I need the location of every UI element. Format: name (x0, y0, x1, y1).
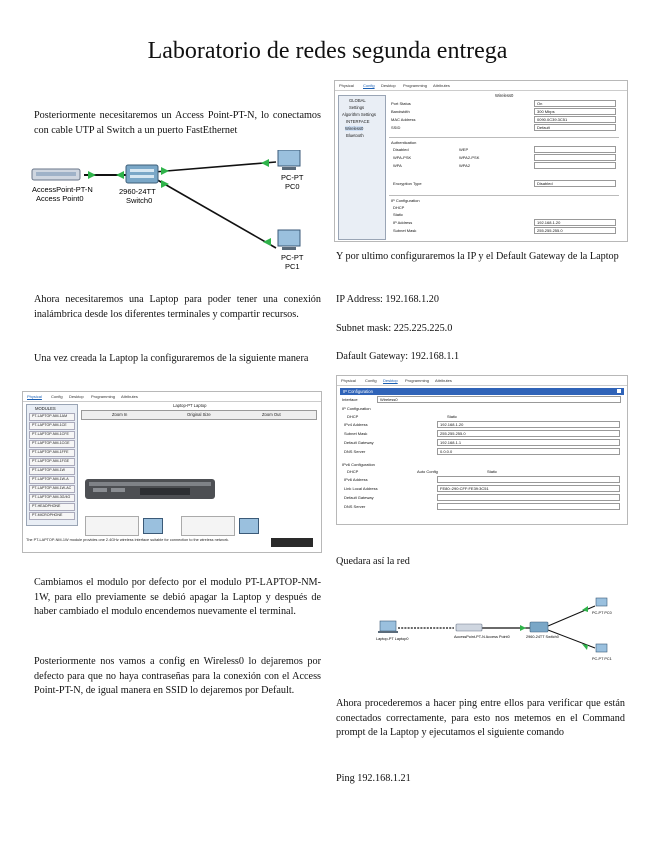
tab-programming[interactable]: Programming (403, 83, 428, 88)
ip-row-label: Default Gateway (344, 440, 374, 445)
tab-bar (23, 392, 321, 402)
wireless-row-label: Port Status (391, 101, 411, 106)
side-interface: INTERFACE (346, 119, 370, 124)
module-item[interactable]: PT-LAPTOP-NM-1CFE (29, 431, 75, 439)
ip-section (389, 195, 619, 240)
module-item[interactable]: PT-LAPTOP-NM-3G/4G (29, 494, 75, 502)
tab-config[interactable]: Config (365, 378, 377, 383)
cable-switch-pc1 (548, 630, 595, 648)
module-item[interactable]: PT-LAPTOP-NM-1CGE (29, 440, 75, 448)
switch-icon (530, 622, 548, 632)
device-header: Laptop-PT Laptop (173, 403, 207, 408)
ip-row-field[interactable] (437, 476, 620, 483)
subnet-field[interactable]: 255.255.255.0 (534, 227, 616, 234)
ip-configuration-screenshot (336, 375, 628, 525)
pc1-label-1: PC-PT (281, 253, 304, 262)
module-item[interactable]: PT-MICROPHONE (29, 512, 75, 520)
paragraph-config-laptop: Una vez creada la Laptop la configuraremos de la siguiente manera (34, 353, 309, 364)
switch-label: 2960-24TT Switch0 (526, 635, 559, 639)
wireless-row-field[interactable]: Default (534, 124, 616, 131)
ip-row-label: Subnet Mask (344, 431, 368, 436)
switch-icon (126, 165, 158, 183)
ip-row-label: Default Gateway (344, 495, 374, 500)
ip-address-text: IP Address: 192.168.1.20 (336, 294, 439, 305)
wireless-header: Wireless0 (495, 93, 514, 98)
paragraph-ping: Ahora procederemos a hacer ping entre ellos para verificar que están conectados correctamente, para esto nos metemos en el Command prompt de la Laptop y ejecutamos el siguiente comando (336, 698, 625, 738)
auth-section (389, 137, 619, 190)
tab-attributes[interactable]: Attributes (121, 394, 138, 399)
laptop-label: Laptop-PT Laptop0 (376, 637, 409, 641)
ipv6-rows (342, 477, 623, 519)
interface-label: Interface (342, 397, 358, 402)
laptop-physical-screenshot (22, 391, 322, 553)
tab-programming[interactable]: Programming (405, 378, 430, 383)
ip-dhcp-radio[interactable]: DHCP (393, 205, 405, 210)
module-item[interactable]: PT-LAPTOP-NM-1W-A (29, 476, 75, 484)
ping-command: Ping 192.168.1.21 (336, 773, 411, 784)
auth-wpa-psk-radio[interactable]: WPA-PSK (393, 155, 412, 160)
ap-label-1: AccessPoint-PT-N (32, 185, 93, 194)
ap-label: AccessPoint-PT-N Access Point0 (454, 635, 510, 639)
network-diagram-1 (26, 150, 316, 275)
zoom-out-button[interactable]: Zoom Out (262, 412, 281, 417)
wireless-row-label: MAC Address (391, 117, 416, 122)
auth-user-field[interactable] (534, 154, 616, 161)
wireless-row-field[interactable]: 300 Mbps (534, 108, 616, 115)
module-item[interactable]: PT-LAPTOP-NM-1W-AC (29, 485, 75, 493)
tab-programming[interactable]: Programming (91, 394, 116, 399)
close-icon (617, 389, 621, 393)
ip-row-label: DNS Server (344, 504, 366, 509)
link-light-icon (261, 159, 269, 167)
laptop-icon (378, 621, 398, 633)
encryption-label: Encryption Type (393, 181, 422, 186)
ip-row-field[interactable]: 255.255.255.0 (437, 430, 620, 437)
access-point-icon (32, 169, 80, 180)
cable-switch-pc0 (154, 162, 276, 172)
tab-config[interactable]: Config (51, 394, 63, 399)
wireless-rows (389, 101, 621, 141)
modules-title: MODULES (35, 406, 56, 411)
zoom-in-button[interactable]: Zoom In (112, 412, 128, 417)
module-description: The PT-LAPTOP-NM-1W module provides one 2.4GHz wireless interface suitable for connection to the wireless network. (26, 538, 229, 542)
default-gateway-text: Dafault Gateway: 192.168.1.1 (336, 351, 460, 362)
auth-wep-radio[interactable]: WEP (459, 147, 469, 152)
ipv6-section-title: IPv6 Configuration (342, 462, 375, 467)
page-title: Laboratorio de redes segunda entrega (147, 38, 508, 64)
paragraph-module: Cambiamos el modulo por defecto por el modulo PT-LAPTOP-NM-1W, para ello previamente se debió apagar la Laptop y después de haber cambiado el modulo encendemos nuevamente el terminal. (34, 577, 321, 617)
module-item[interactable]: PT-LAPTOP-NM-1FGE (29, 458, 75, 466)
tab-bar (337, 376, 627, 386)
module-image (271, 538, 313, 547)
ip-row-field[interactable]: 192.168.1.20 (437, 421, 620, 428)
paragraph-wireless: Posteriormente nos vamos a config en Wireless0 lo dejaremos por defecto para que no haya contraseñas para la conexión con el Access Point-PT-N, de igual manera en SSID lo dejaremos por Default. (34, 656, 321, 696)
tab-physical[interactable]: Physical (341, 378, 356, 383)
auth-wpa2-psk-radio[interactable]: WPA2-PSK (459, 155, 480, 160)
module-item[interactable]: PT-LAPTOP-NM-1W (29, 467, 75, 475)
ipv6-dhcp-radio[interactable]: DHCP (347, 469, 359, 474)
pc-icon (596, 644, 607, 652)
ip-row-label: IPv4 Address (344, 422, 368, 427)
link-light-icon (161, 167, 169, 175)
config-sidebar (338, 95, 386, 240)
ip-address-field[interactable]: 192.168.1.20 (534, 219, 616, 226)
encryption-select[interactable]: Disabled (534, 180, 616, 187)
module-item[interactable]: PT-LAPTOP-NM-1CE (29, 422, 75, 430)
pc0-label-2: PC0 (285, 182, 300, 191)
ipv6-static-radio[interactable]: Static (487, 469, 498, 474)
pc1-label-2: PC1 (285, 262, 300, 271)
paragraph-ip-config: Y por ultimo configuraremos la IP y el Default Gateway de la Laptop (336, 251, 619, 262)
tab-physical[interactable]: Physical (339, 83, 354, 88)
paragraph-network-result: Quedara así la red (336, 556, 410, 567)
ip-row-field[interactable] (437, 503, 620, 510)
laptop-icon (239, 518, 259, 534)
wireless-row-label: SSID (391, 125, 401, 130)
auth-disabled-radio[interactable]: Disabled (393, 147, 409, 152)
wireless-config-screenshot (334, 80, 628, 242)
switch-label-2: Switch0 (126, 196, 153, 205)
side-wireless0[interactable]: Wireless0 (345, 126, 364, 131)
tab-attributes[interactable]: Attributes (433, 83, 450, 88)
module-item[interactable]: PT-LAPTOP-NM-1AM (29, 413, 75, 421)
pc-icon (278, 150, 300, 170)
side-bluetooth[interactable]: Bluetooth (346, 133, 364, 138)
ip-address-label: IP Address (393, 220, 413, 225)
network-diagram-2 (370, 590, 620, 670)
ipv4-section-title: IP Configuration (342, 406, 371, 411)
link-light-icon (88, 171, 96, 179)
tab-physical[interactable]: Physical (27, 394, 42, 399)
pc0-label-1: PC-PT (281, 173, 304, 182)
auth-key-field[interactable] (534, 146, 616, 153)
wireless-row-label: Bandwidth (391, 109, 410, 114)
module-item[interactable]: PT-LAPTOP-NM-1FFE (29, 449, 75, 457)
ap-label-2: Access Point0 (36, 194, 84, 203)
dhcp-radio[interactable]: DHCP (347, 414, 359, 419)
wireless-row-field[interactable]: On (534, 100, 616, 107)
module-slots (81, 516, 281, 536)
switch-label-1: 2960-24TT (119, 187, 156, 196)
cable-switch-pc1 (154, 178, 276, 248)
link-light-icon (116, 171, 124, 179)
laptop-image (85, 474, 215, 504)
ip-row-label: Link Local Address (344, 486, 378, 491)
ip-row-field[interactable]: 0.0.0.0 (437, 448, 620, 455)
auth-wpa2-radio[interactable]: WPA2 (459, 163, 471, 168)
wireless-row-field[interactable]: 0090.0C39.3C51 (534, 116, 616, 123)
tab-desktop[interactable]: Desktop (69, 394, 84, 399)
auth-title: Authentication (391, 140, 417, 145)
interface-select[interactable]: Wireless0 (377, 396, 621, 403)
auth-wpa-radio[interactable]: WPA (393, 163, 402, 168)
paragraph-laptop: Ahora necesitaremos una Laptop para poder tener una conexión inalámbrica desde los diferentes terminales y compartir recursos. (34, 294, 321, 320)
subnet-mask-text: Subnet mask: 225.225.225.0 (336, 323, 453, 334)
pc-icon (596, 598, 607, 606)
ipconfig-titlebar: IP Configuration (340, 388, 624, 395)
ip-row-field[interactable]: 192.168.1.1 (437, 439, 620, 446)
pc1-label: PC-PT PC1 (592, 657, 612, 661)
pc-icon (278, 230, 300, 250)
tab-attributes[interactable]: Attributes (435, 378, 452, 383)
side-settings[interactable]: Settings (349, 105, 365, 110)
tab-desktop[interactable]: Desktop (383, 378, 398, 383)
ip-row-field[interactable]: FE80::290:CFF:FE39:3C51 (437, 485, 620, 492)
pc0-label: PC-PT PC0 (592, 611, 612, 615)
ip-row-label: IPv6 Address (344, 477, 368, 482)
link-light-icon (520, 625, 526, 631)
ip-row-field[interactable] (437, 494, 620, 501)
side-algorithm[interactable]: Algorithm Settings (342, 112, 376, 117)
ip-title: IP Configuration (391, 198, 420, 203)
link-light-icon (582, 644, 588, 650)
zoom-bar (81, 410, 317, 420)
subnet-label: Subnet Mask (393, 228, 417, 233)
laptop-icon (143, 518, 163, 534)
module-item[interactable]: PT-HEADPHONE (29, 503, 75, 511)
auth-password-field[interactable] (534, 162, 616, 169)
ip-static-radio[interactable]: Static (393, 212, 404, 217)
static-radio[interactable]: Static (447, 414, 458, 419)
ipv6-auto-radio[interactable]: Auto Config (417, 469, 438, 474)
tab-desktop[interactable]: Desktop (381, 83, 396, 88)
link-light-icon (263, 238, 271, 246)
ipv4-rows (342, 422, 623, 458)
original-size-button[interactable]: Original Size (187, 412, 211, 417)
access-point-icon (456, 624, 482, 631)
modules-sidebar (26, 404, 78, 526)
paragraph-access-point: Posteriormente necesitaremos un Access Point-PT-N, lo conectamos con cable UTP al Switch a un puerto FastEthernet (34, 110, 321, 136)
side-global: GLOBAL (349, 98, 366, 103)
tab-bar (335, 81, 627, 91)
tab-config[interactable]: Config (363, 83, 375, 88)
ip-row-label: DNS Server (344, 449, 366, 454)
